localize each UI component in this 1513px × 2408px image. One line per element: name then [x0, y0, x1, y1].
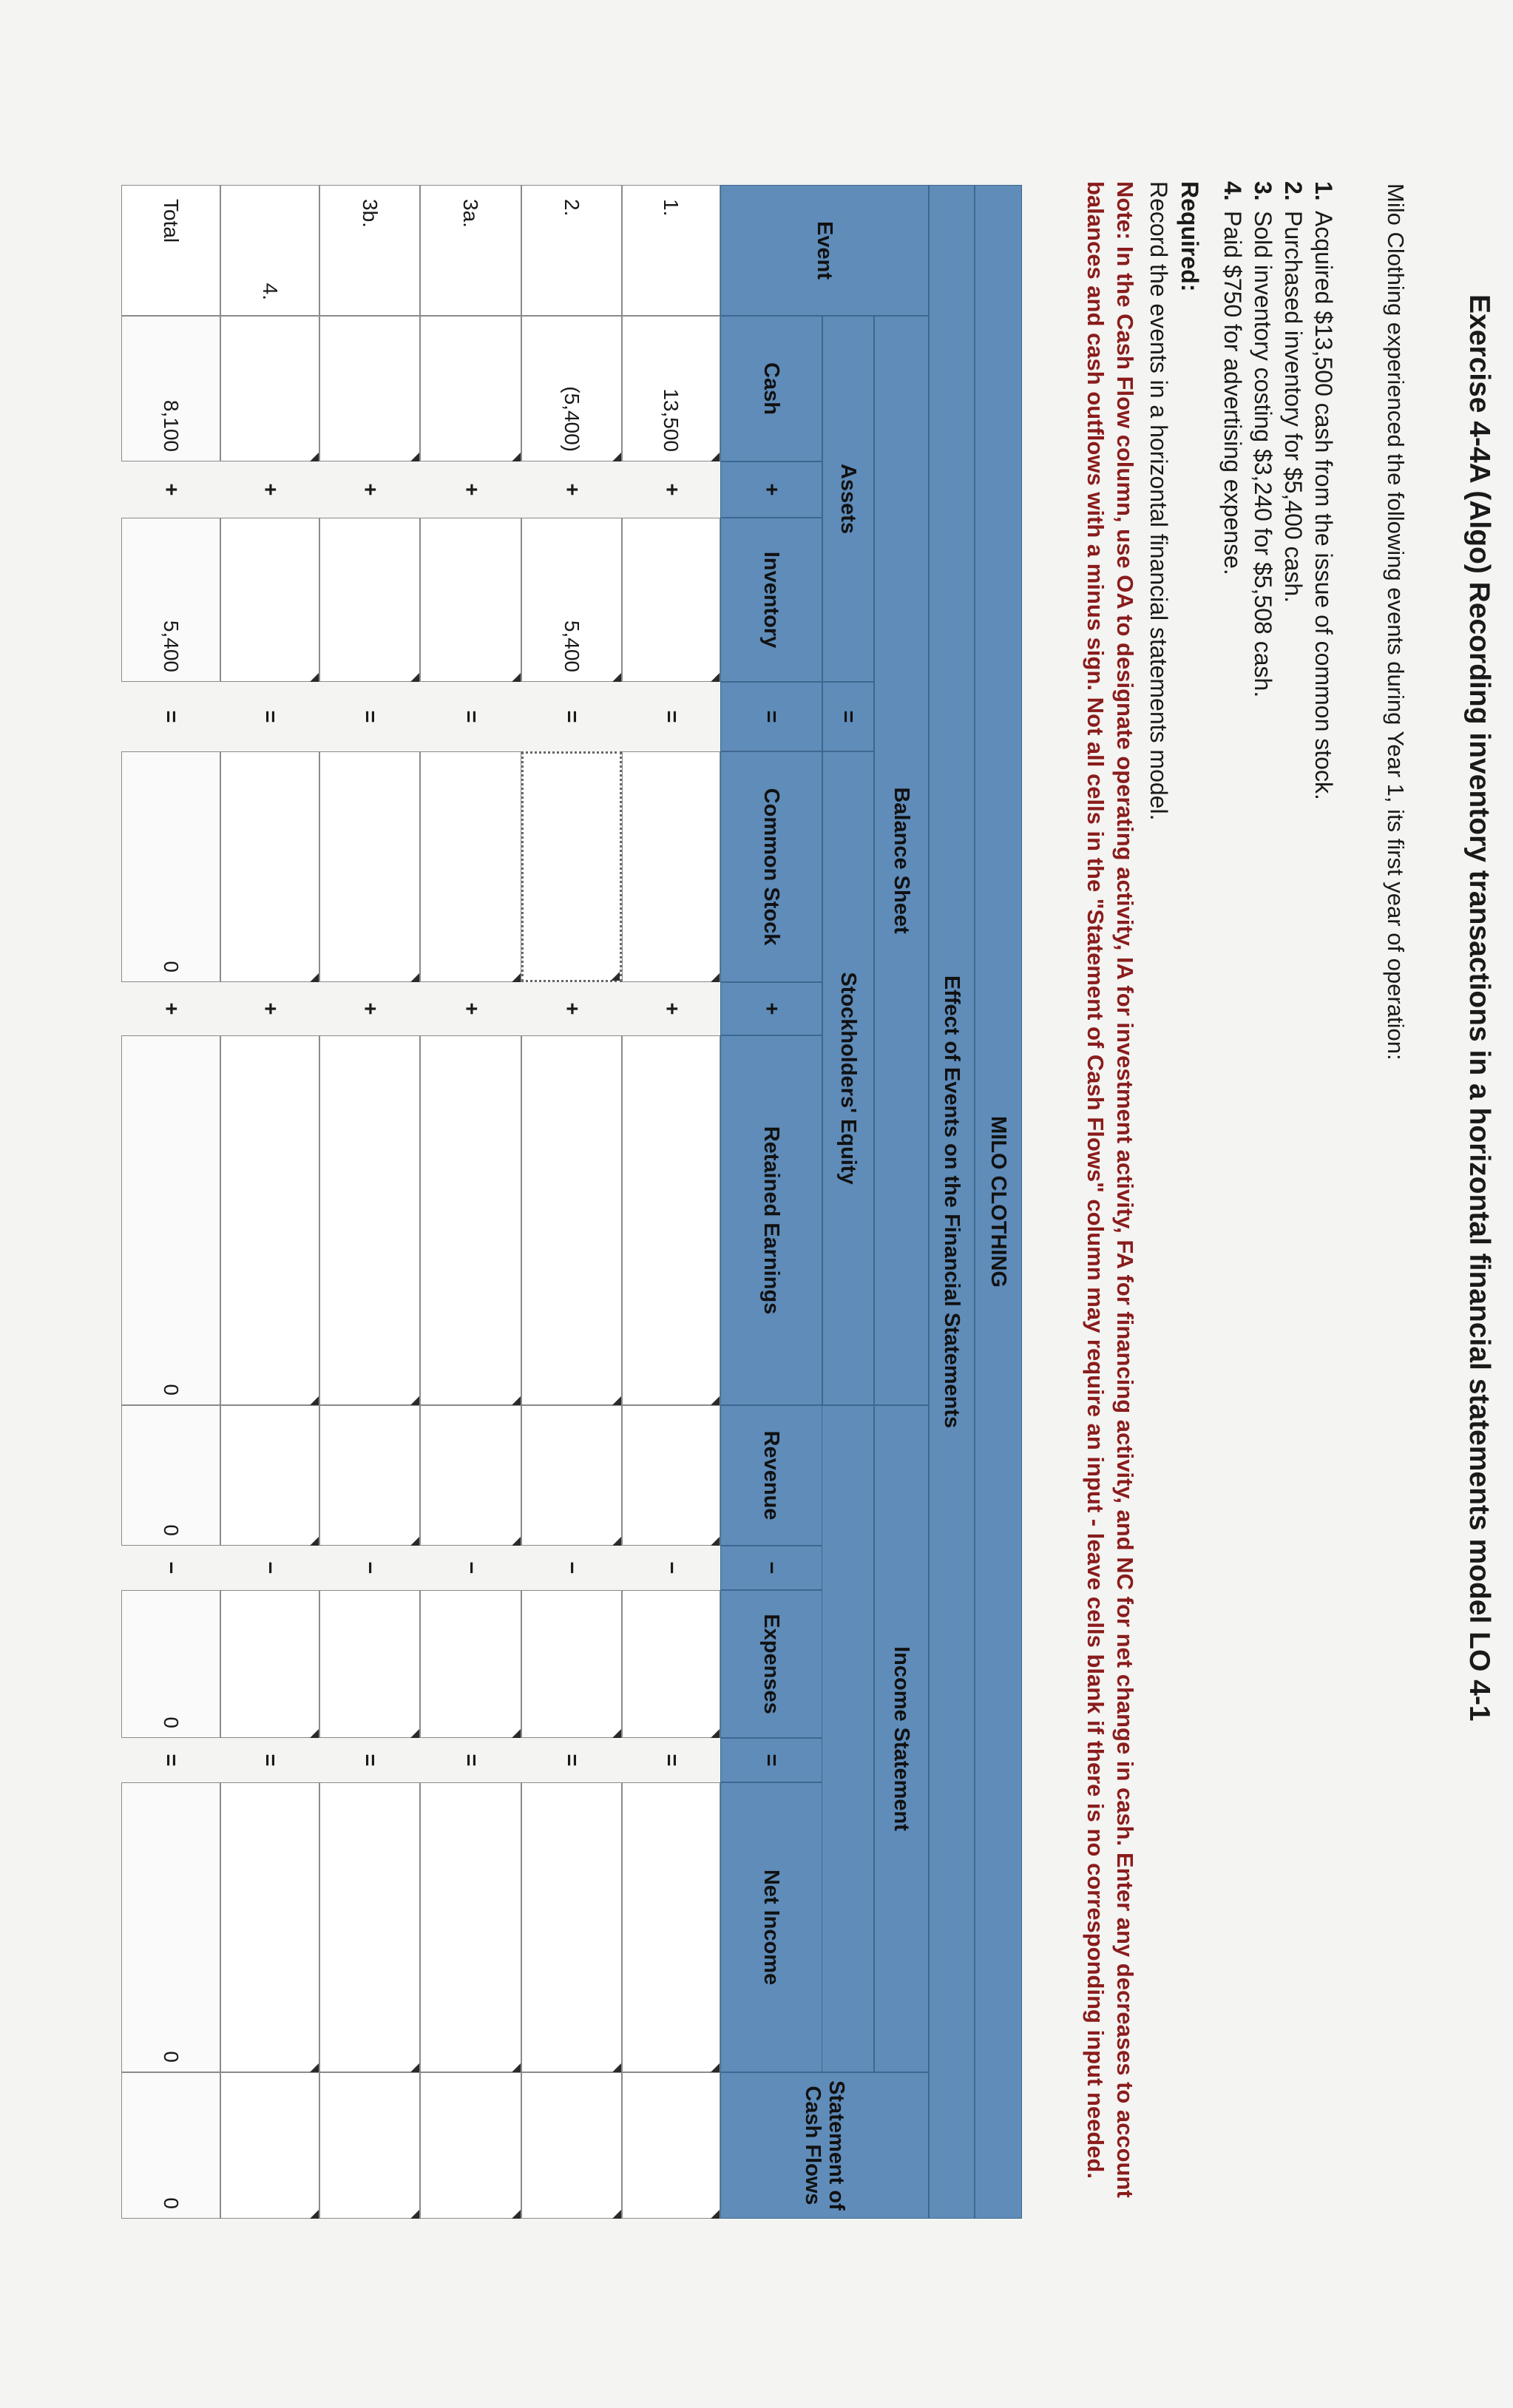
- inventory-input-row-3a[interactable]: [420, 518, 521, 682]
- required-heading: Required:: [1177, 181, 1203, 292]
- plus-operator: +: [159, 1002, 183, 1015]
- cash-column-header: Cash: [720, 316, 822, 461]
- cash-input-row-3a[interactable]: [420, 316, 521, 461]
- stockholders-equity-header: Stockholders' Equity: [822, 751, 874, 1405]
- revenue-input-row-3b[interactable]: [319, 1405, 420, 1546]
- event-label-3b: 3b.: [319, 185, 420, 316]
- plus-operator: +: [459, 1002, 483, 1015]
- common-stock-input-row-2[interactable]: [521, 751, 622, 982]
- plus-operator: +: [660, 483, 683, 496]
- retained-earnings-input-row-2[interactable]: [521, 1035, 622, 1405]
- expenses-input-row-1[interactable]: [622, 1590, 720, 1738]
- inventory-input-row-1[interactable]: [622, 518, 720, 682]
- equals-operator: =: [258, 710, 282, 723]
- event-list: [1217, 181, 1338, 800]
- inventory-input-row-4[interactable]: [220, 518, 319, 682]
- plus-operator: +: [560, 483, 584, 496]
- common-stock-column-header: Common Stock: [720, 751, 822, 982]
- balance-sheet-header: Balance Sheet: [874, 316, 929, 1405]
- exercise-title: Exercise 4-4A (Algo) Recording inventory transactions in a horizontal financial statements model LO 4-1: [1463, 294, 1495, 1722]
- equals-operator: =: [459, 1753, 483, 1767]
- event-label-3a: 3a.: [420, 185, 521, 316]
- minus-operator: −: [560, 1561, 584, 1575]
- required-text: Record the events in a horizontal financial statements model.: [1145, 181, 1172, 821]
- equals-operator: =: [358, 1753, 382, 1767]
- plus-operator: +: [660, 1002, 683, 1015]
- net-income-input-row-3a[interactable]: [420, 1782, 521, 2072]
- minus-operator: −: [660, 1561, 683, 1575]
- plus-operator: +: [258, 483, 282, 496]
- revenue-total: 0: [121, 1405, 220, 1546]
- cash-flows-input-row-4[interactable]: [220, 2072, 319, 2219]
- equals-operator: =: [258, 1753, 282, 1767]
- plus-operator: +: [159, 483, 183, 496]
- expenses-input-row-3b[interactable]: [319, 1590, 420, 1738]
- expenses-column-header: Expenses: [720, 1590, 822, 1738]
- plus-operator: +: [720, 461, 822, 518]
- total-label: Total: [121, 185, 220, 316]
- retained-earnings-input-row-4[interactable]: [220, 1035, 319, 1405]
- equals-operator: =: [822, 682, 874, 751]
- equals-operator: =: [459, 710, 483, 723]
- inventory-column-header: Inventory: [720, 518, 822, 682]
- minus-operator: −: [720, 1546, 822, 1590]
- revenue-input-row-2[interactable]: [521, 1405, 622, 1546]
- event-label-2: 2.: [521, 185, 622, 316]
- cash-input-row-3b[interactable]: [319, 316, 420, 461]
- inventory-input-row-3b[interactable]: [319, 518, 420, 682]
- common-stock-total: 0: [121, 751, 220, 982]
- retained-earnings-input-row-1[interactable]: [622, 1035, 720, 1405]
- minus-operator: −: [358, 1561, 382, 1575]
- event-label-1: 1.: [622, 185, 720, 316]
- expenses-total: 0: [121, 1590, 220, 1738]
- cash-flows-total: 0: [121, 2072, 220, 2219]
- company-header: MILO CLOTHING: [975, 185, 1022, 2219]
- revenue-input-row-1[interactable]: [622, 1405, 720, 1546]
- minus-operator: −: [459, 1561, 483, 1575]
- inventory-total: 5,400: [121, 518, 220, 682]
- cash-total: 8,100: [121, 316, 220, 461]
- financial-statements-table: [0, 185, 1022, 2219]
- retained-earnings-input-row-3a[interactable]: [420, 1035, 521, 1405]
- retained-earnings-column-header: Retained Earnings: [720, 1035, 822, 1405]
- table-subtitle: Effect of Events on the Financial Statements: [929, 185, 975, 2219]
- inventory-input-row-2[interactable]: 5,400: [521, 518, 622, 682]
- expenses-input-row-3a[interactable]: [420, 1590, 521, 1738]
- plus-operator: +: [459, 483, 483, 496]
- instruction-note: Note: In the Cash Flow column, use OA to designate operating activity, IA for investment activity, FA for financing activity, and NC for net change in cash. Enter any decreases to account balances and cash outflows with a minus sign. Not all cells in the "Statement of Cash Flows" column may require an input - leave cells blank if there is no corresponding input needed.: [1083, 181, 1138, 2198]
- equals-operator: =: [720, 1738, 822, 1782]
- expenses-input-row-4[interactable]: [220, 1590, 319, 1738]
- net-income-column-header: Net Income: [720, 1782, 822, 2072]
- event-label-4: 4.: [220, 185, 319, 316]
- income-statement-header: Income Statement: [874, 1405, 929, 2072]
- plus-operator: +: [358, 1002, 382, 1015]
- plus-operator: +: [258, 1002, 282, 1015]
- retained-earnings-input-row-3b[interactable]: [319, 1035, 420, 1405]
- cash-flows-input-row-3a[interactable]: [420, 2072, 521, 2219]
- common-stock-input-row-3a[interactable]: [420, 751, 521, 982]
- minus-operator: −: [159, 1561, 183, 1575]
- intro-text: Milo Clothing experienced the following events during Year 1, its first year of operation:: [1383, 183, 1409, 1061]
- net-income-input-row-2[interactable]: [521, 1782, 622, 2072]
- event-item: 4.Paid $750 for advertising expense.: [1219, 181, 1246, 575]
- cash-flows-input-row-1[interactable]: [622, 2072, 720, 2219]
- equals-operator: =: [159, 1753, 183, 1767]
- event-item: 3.Sold inventory costing $3,240 for $5,508 cash.: [1250, 181, 1276, 698]
- net-income-input-row-3b[interactable]: [319, 1782, 420, 2072]
- net-income-input-row-1[interactable]: [622, 1782, 720, 2072]
- expenses-input-row-2[interactable]: [521, 1590, 622, 1738]
- event-item: 2.Purchased inventory for $5,400 cash.: [1280, 181, 1307, 603]
- cash-flows-header: Statement of Cash Flows: [720, 2072, 929, 2219]
- plus-operator: +: [358, 483, 382, 496]
- revenue-input-row-4[interactable]: [220, 1405, 319, 1546]
- equals-operator: =: [358, 710, 382, 723]
- common-stock-input-row-4[interactable]: [220, 751, 319, 982]
- assets-header: Assets: [822, 316, 874, 682]
- common-stock-input-row-1[interactable]: [622, 751, 720, 982]
- cash-input-row-4[interactable]: [220, 316, 319, 461]
- retained-earnings-total: 0: [121, 1035, 220, 1405]
- equals-operator: =: [660, 710, 683, 723]
- revenue-input-row-3a[interactable]: [420, 1405, 521, 1546]
- revenue-column-header: Revenue: [720, 1405, 822, 1546]
- equals-operator: =: [560, 1753, 584, 1767]
- net-income-input-row-4[interactable]: [220, 1782, 319, 2072]
- equals-operator: =: [660, 1753, 683, 1767]
- minus-operator: −: [258, 1561, 282, 1575]
- cash-input-row-1[interactable]: 13,500: [622, 316, 720, 461]
- cash-flows-input-row-2[interactable]: [521, 2072, 622, 2219]
- cash-flows-input-row-3b[interactable]: [319, 2072, 420, 2219]
- plus-operator: +: [560, 1002, 584, 1015]
- equals-operator: =: [720, 682, 822, 751]
- plus-operator: +: [720, 982, 822, 1035]
- equals-operator: =: [159, 710, 183, 723]
- common-stock-input-row-3b[interactable]: [319, 751, 420, 982]
- event-header: Event: [720, 185, 929, 316]
- equals-operator: =: [560, 710, 584, 723]
- net-income-total: 0: [121, 1782, 220, 2072]
- event-item: 1.Acquired $13,500 cash from the issue of common stock.: [1310, 181, 1337, 800]
- cash-input-row-2[interactable]: (5,400): [521, 316, 622, 461]
